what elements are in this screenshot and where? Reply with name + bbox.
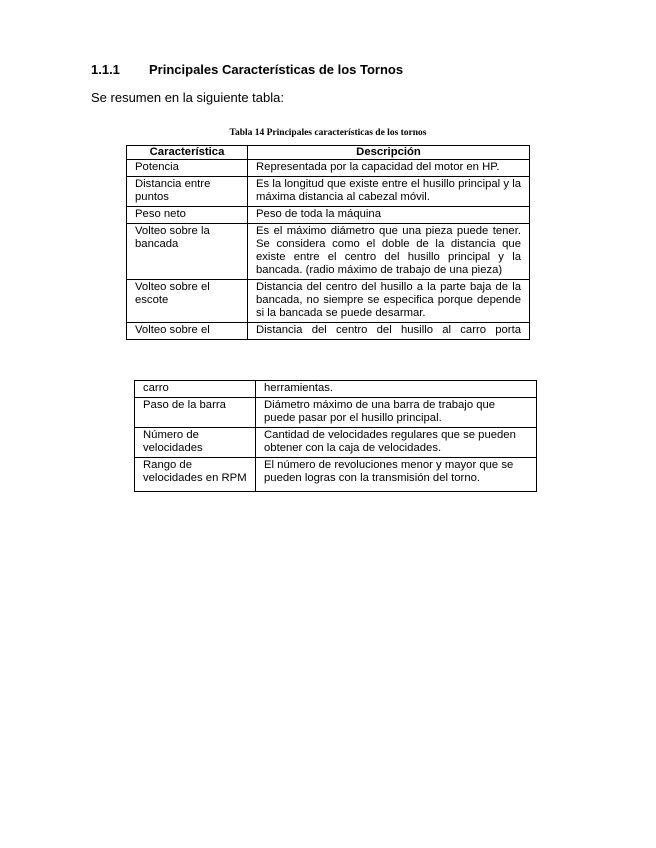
table-row [127,177,530,207]
row-description: Representada por la capacidad del motor en HP. [248,160,530,177]
section-number: 1.1.1 [91,62,120,77]
row-characteristic: Volteo sobre la bancada [127,224,248,280]
row-description: Cantidad de velocidades regulares que se pueden obtener con la caja de velocidades. [256,428,537,458]
row-description: herramientas. [256,381,537,398]
table-caption: Tabla 14 Principales características de los tornos [229,128,427,138]
characteristics-table-part-1 [126,145,530,340]
row-characteristic: Paso de la barra [135,398,256,428]
table-row [127,280,530,323]
row-characteristic: carro [135,381,256,398]
table-row [135,381,537,398]
row-characteristic: Rango de velocidades en RPM [135,458,256,492]
row-characteristic: Volteo sobre el escote [127,280,248,323]
table-row [135,428,537,458]
row-characteristic: Número de velocidades [135,428,256,458]
row-description: El número de revoluciones menor y mayor que se pueden logras con la transmisión del torno. [256,458,537,492]
row-characteristic: Potencia [127,160,248,177]
row-description: Distancia del centro del husillo a la parte baja de la bancada, no siempre se especifica porque depende si la bancada se puede desarmar. [248,280,530,323]
section-heading [91,62,403,77]
table-row [127,224,530,280]
row-description: Peso de toda la máquina [248,207,530,224]
row-description: Diámetro máximo de una barra de trabajo que puede pasar por el husillo principal. [256,398,537,428]
table-row [127,207,530,224]
table-header-row [127,146,530,160]
row-description: Distancia del centro del husillo al carro porta [248,323,530,340]
table-row [135,458,537,492]
row-description: Es la longitud que existe entre el husillo principal y la máxima distancia al cabezal móvil. [248,177,530,207]
table-row [127,323,530,340]
header-descripcion: Descripción [248,146,530,160]
intro-paragraph: Se resumen en la siguiente tabla: [91,90,284,105]
characteristics-table-part-2 [134,380,537,492]
header-caracteristica: Característica [127,146,248,160]
row-characteristic: Volteo sobre el [127,323,248,340]
section-title: Principales Características de los Tornos [149,62,404,77]
row-characteristic: Distancia entre puntos [127,177,248,207]
table-row [135,398,537,428]
row-description: Es el máximo diámetro que una pieza puede tener. Se considera como el doble de la distancia que existe entre el centro del husillo principal y la bancada. (radio máximo de trabajo de una pieza) [248,224,530,280]
row-characteristic: Peso neto [127,207,248,224]
table-row [127,160,530,177]
